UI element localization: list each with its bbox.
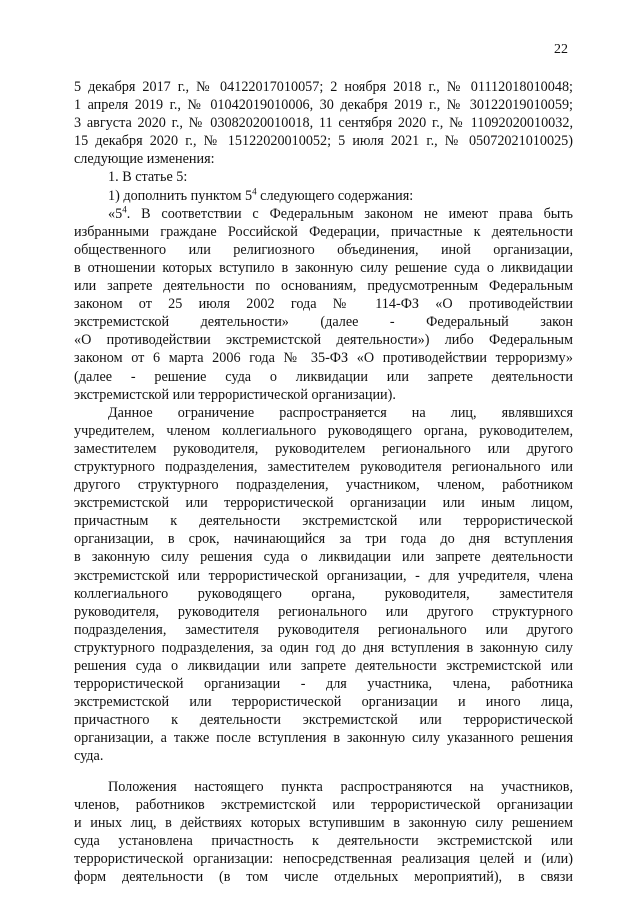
text-line bbox=[74, 458, 573, 476]
paragraph bbox=[74, 78, 573, 168]
text-line bbox=[74, 277, 573, 295]
text-line bbox=[74, 494, 573, 512]
text-line bbox=[74, 850, 573, 868]
line-text: общественного или религиозного объединения, иной организации, bbox=[74, 241, 573, 258]
text-line bbox=[74, 386, 573, 404]
text-line bbox=[74, 476, 573, 494]
text-line bbox=[74, 259, 573, 277]
line-text: «О противодействии экстремистской деятельности») либо Федеральным bbox=[74, 332, 573, 349]
paragraph bbox=[74, 404, 573, 766]
text-line bbox=[74, 711, 573, 729]
line-text: 1. В статье 5: bbox=[108, 169, 188, 186]
text-line bbox=[74, 512, 573, 530]
line-text: законом от 6 марта 2006 года № 35-ФЗ «О противодействии терроризму» bbox=[74, 350, 573, 367]
line-text: членов, работников экстремистской или террористической организации bbox=[74, 796, 573, 813]
text-line bbox=[74, 729, 573, 747]
text-line bbox=[74, 223, 573, 241]
superscript: 4 bbox=[122, 203, 127, 214]
text-line bbox=[74, 349, 573, 367]
text-line bbox=[74, 440, 573, 458]
text-line bbox=[74, 241, 573, 259]
line-text: террористической организации: непосредственная реализация целей и (или) bbox=[74, 850, 573, 867]
line-text-tail: следующего содержания: bbox=[256, 187, 414, 204]
paragraph bbox=[74, 187, 573, 205]
line-text: суда установлена причастность к деятельности экстремистской или bbox=[74, 832, 573, 849]
line-text: избранными граждане Российской Федерации, причастные к деятельности bbox=[74, 223, 573, 240]
line-text: экстремистской деятельности» (далее - Федеральный закон bbox=[74, 314, 573, 331]
page-number: 22 bbox=[554, 42, 568, 57]
line-text: решения суда о ликвидации или запрете деятельности экстремистской или bbox=[74, 658, 573, 674]
line-text: террористической организации - для участника, члена, работника bbox=[74, 676, 573, 693]
text-line bbox=[74, 132, 573, 150]
superscript: 4 bbox=[252, 185, 257, 196]
line-text: 1 апреля 2019 г., № 01042019010006, 30 декабря 2019 г., № 30122019010059; bbox=[74, 97, 573, 114]
text-line bbox=[74, 168, 573, 186]
text-line bbox=[74, 295, 573, 313]
line-text: заместителем руководителя, руководителем регионального или другого bbox=[74, 440, 573, 457]
text-line bbox=[74, 548, 573, 566]
line-text: структурного подразделения, за один год до дня вступления в законную силу bbox=[74, 639, 573, 656]
line-text: учредителем, членом коллегиального руководящего органа, руководителем, bbox=[74, 422, 573, 439]
line-text: организации, в срок, начинающийся за три года до дня вступления bbox=[74, 531, 573, 548]
text-line bbox=[74, 96, 573, 114]
line-text: коллегиального руководящего органа, руководителя, заместителя bbox=[74, 585, 573, 602]
line-text: подразделения, заместителя руководителя регионального или другого bbox=[74, 621, 573, 638]
document-body bbox=[74, 78, 573, 886]
line-text: Данное ограничение распространяется на лиц, являвшихся bbox=[108, 404, 573, 421]
text-line bbox=[74, 778, 573, 796]
text-line bbox=[74, 868, 573, 886]
text-line bbox=[74, 78, 573, 96]
line-text: в отношении которых вступило в законную силу решение суда о ликвидации bbox=[74, 259, 573, 276]
line-text: экстремистской или террористической организации или иным лицом, bbox=[74, 495, 573, 512]
line-text: следующие изменения: bbox=[74, 151, 215, 168]
line-text: руководителя, руководителя регионального или другого структурного bbox=[74, 603, 573, 620]
line-text: другого структурного подразделения, участником, членом, работником bbox=[74, 477, 573, 494]
line-text: Положения настоящего пункта распространяются на участников, bbox=[108, 778, 573, 795]
line-text: экстремистской или террористической организации). bbox=[74, 386, 396, 403]
text-line bbox=[74, 422, 573, 440]
text-line bbox=[74, 675, 573, 693]
line-text: 5 декабря 2017 г., № 04122017010057; 2 ноября 2018 г., № 01112018010048; bbox=[74, 79, 573, 95]
line-text: причастным к деятельности экстремистской или террористической bbox=[74, 513, 573, 530]
text-line bbox=[74, 747, 573, 765]
line-text: (далее - решение суда о ликвидации или запрете деятельности bbox=[74, 368, 573, 385]
text-line bbox=[74, 639, 573, 657]
text-line bbox=[74, 832, 573, 850]
line-text: форм деятельности (в том числе отдельных мероприятий), в связи bbox=[74, 869, 573, 886]
text-line bbox=[74, 814, 573, 832]
line-text: организации, а также после вступления в законную силу указанного решения bbox=[74, 730, 573, 747]
text-line bbox=[74, 368, 573, 386]
line-text: или запрете деятельности по основаниям, предусмотренным Федеральным bbox=[74, 278, 573, 295]
text-line bbox=[74, 114, 573, 132]
line-text-tail: . В соответствии с Федеральным законом не имеют права быть bbox=[126, 205, 573, 222]
text-line bbox=[74, 796, 573, 814]
line-text: законом от 25 июля 2002 года № 114-ФЗ «О противодействии bbox=[74, 296, 573, 313]
line-text: экстремистской или террористической организации и иного лица, bbox=[74, 694, 573, 711]
text-line bbox=[74, 693, 573, 711]
line-text: причастного к деятельности экстремистской или террористической bbox=[74, 712, 573, 729]
text-line bbox=[74, 404, 573, 422]
text-line bbox=[74, 530, 573, 548]
line-text: суда. bbox=[74, 748, 104, 765]
text-line bbox=[74, 331, 573, 349]
line-text: 1) дополнить пунктом 5 bbox=[108, 187, 253, 204]
text-line bbox=[74, 603, 573, 621]
text-line bbox=[74, 205, 573, 223]
text-line bbox=[74, 567, 573, 585]
text-line bbox=[74, 313, 573, 331]
line-text: и иных лиц, в действиях которых вступившим в законную силу решением bbox=[74, 814, 573, 831]
line-text: 3 августа 2020 г., № 03082020010018, 11 сентября 2020 г., № 11092020010032, bbox=[74, 115, 573, 132]
line-text: «5 bbox=[108, 205, 123, 222]
text-line bbox=[74, 585, 573, 603]
paragraph bbox=[74, 778, 573, 887]
line-text: 15 декабря 2020 г., № 15122020010052; 5 июля 2021 г., № 05072021010025) bbox=[74, 133, 573, 150]
text-line bbox=[74, 187, 573, 205]
line-text: структурного подразделения, заместителем руководителя регионального или bbox=[74, 458, 573, 475]
paragraph bbox=[74, 168, 573, 186]
text-line bbox=[74, 621, 573, 639]
paragraph bbox=[74, 205, 573, 404]
line-text: экстремистской или террористической организации, - для учредителя, члена bbox=[74, 567, 573, 584]
line-text: в законную силу решения суда о ликвидации или запрете деятельности bbox=[74, 549, 573, 566]
text-line bbox=[74, 150, 573, 168]
text-line bbox=[74, 657, 573, 675]
